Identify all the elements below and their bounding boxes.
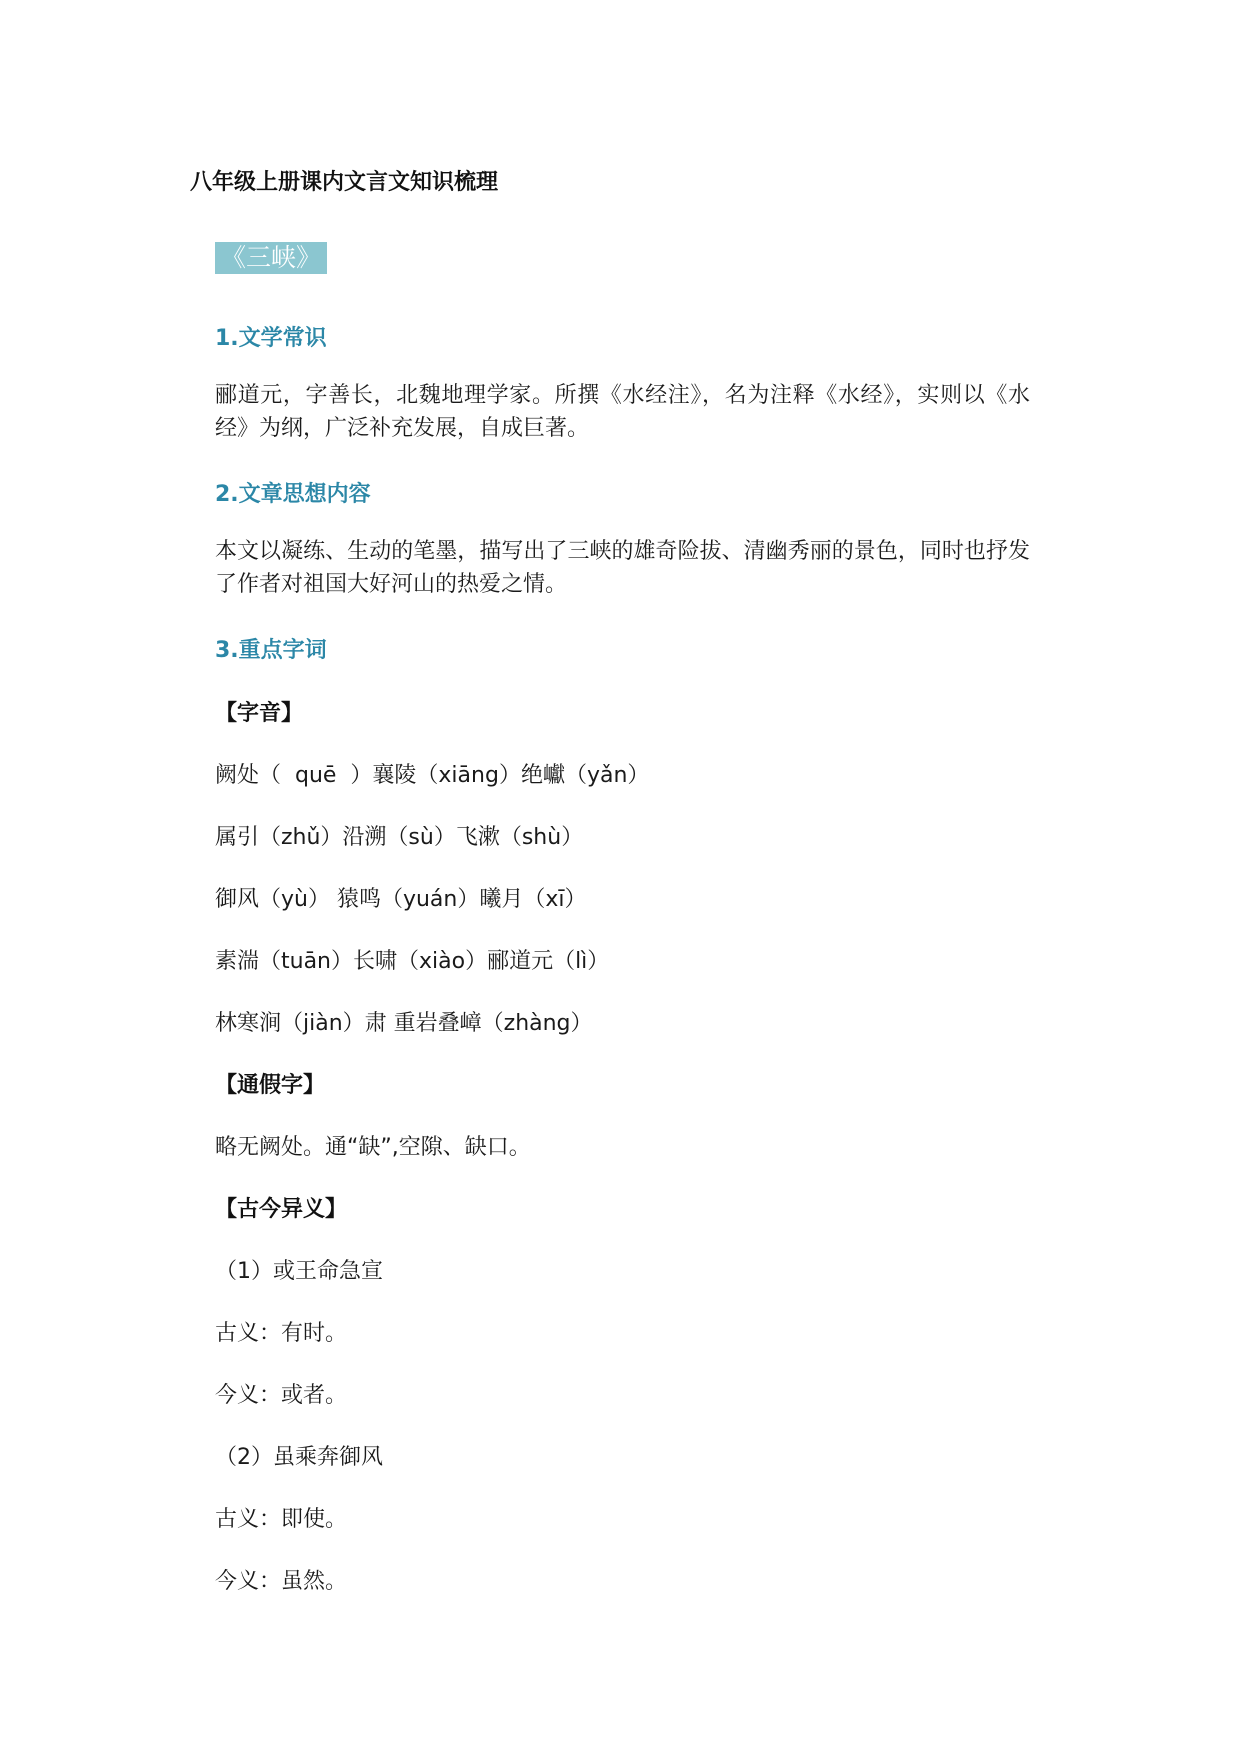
section-heading-main-idea: 2.文章思想内容 xyxy=(215,482,371,507)
subhead-ancient-modern-meaning: 【古今异义】 xyxy=(215,1197,348,1222)
pronunciation-line-2: 属引（zhǔ）沿溯（sù）飞漱（shù） xyxy=(215,825,584,850)
pronunciation-line-1: 阙处（ quē ）襄陵（xiāng）绝巘（yǎn） xyxy=(215,763,650,788)
paragraph-literary-knowledge: 郦道元，字善长，北魏地理学家。所撰《水经注》，名为注释《水经》，实则以《水经》为纲，广泛补充发展，自成巨著。 xyxy=(215,383,1030,441)
pronunciation-line-3: 御风（yù） 猿鸣（yuán）曦月（xī） xyxy=(215,887,587,912)
section-heading-literary-knowledge: 1.文学常识 xyxy=(215,326,327,351)
pronunciation-line-5: 林寒涧（jiàn）肃 重岩叠嶂（zhàng） xyxy=(215,1011,593,1036)
page-title: 八年级上册课内文言文知识梳理 xyxy=(190,170,499,195)
meaning-item-title-1: （1）或王命急宣 xyxy=(215,1259,383,1284)
section-heading-key-words: 3.重点字词 xyxy=(215,638,327,663)
meaning-item-modern-1: 今义：或者。 xyxy=(215,1383,348,1408)
meaning-item-modern-2: 今义：虽然。 xyxy=(215,1569,348,1594)
subhead-pronunciation: 【字音】 xyxy=(215,701,304,726)
pronunciation-line-4: 素湍（tuān）长啸（xiào）郦道元（lì） xyxy=(215,949,610,974)
meaning-item-title-2: （2）虽乘奔御风 xyxy=(215,1445,383,1470)
interchangeable-character-line: 略无阙处。通“缺”,空隙、缺口。 xyxy=(215,1135,531,1160)
paragraph-main-idea: 本文以凝练、生动的笔墨，描写出了三峡的雄奇险拔、清幽秀丽的景色，同时也抒发了作者对祖国大好河山的热爱之情。 xyxy=(215,539,1030,597)
meaning-item-ancient-1: 古义：有时。 xyxy=(215,1321,348,1346)
subhead-interchangeable-characters: 【通假字】 xyxy=(215,1073,326,1098)
meaning-item-ancient-2: 古义：即使。 xyxy=(215,1507,348,1532)
lesson-title-badge: 《三峡》 xyxy=(215,242,327,274)
